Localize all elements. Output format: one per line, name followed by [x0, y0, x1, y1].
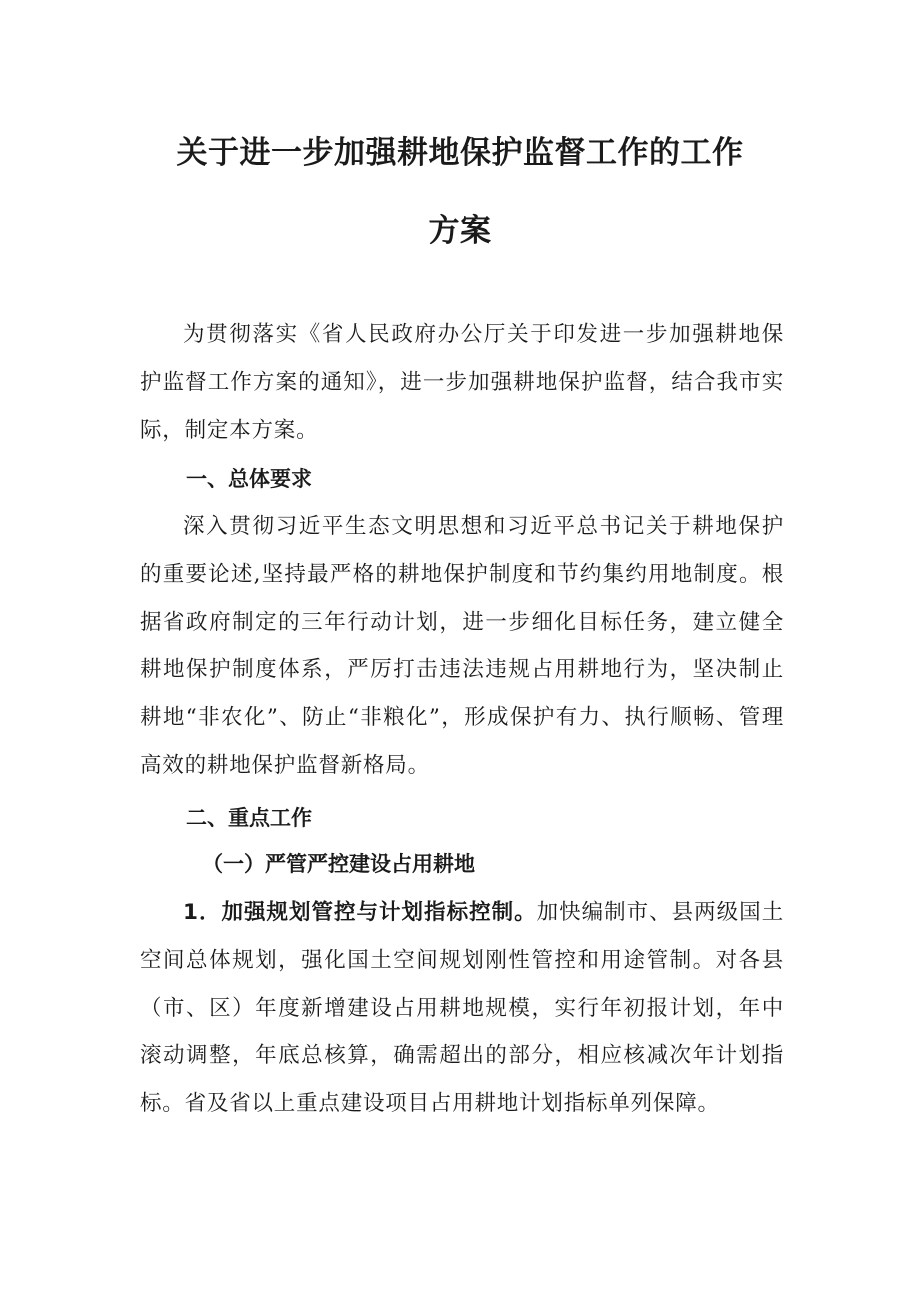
section-1-heading: 一、总体要求 [186, 467, 312, 491]
intro-paragraph: 为贯彻落实《省人民政府办公厅关于印发进一步加强耕地保护监督工作方案的通知》，进一步加强耕地保护监督，结合我市实际，制定本方案。 [140, 322, 784, 443]
section-2-heading: 二、重点工作 [186, 806, 312, 830]
item-1-paragraph [140, 889, 784, 1128]
item-1-body: 加快编制市、县两级国土空间总体规划，强化国土空间规划刚性管控和用途管制。对各县（市、区）年度新增建设占用耕地规模，实行年初报计划，年中滚动调整，年底总核算，确需超出的部分，相应核减次年计划指标。省及省以上重点建设项目占用耕地计划指标单列保障。 [140, 900, 784, 1117]
document-title-line-1: 关于进一步加强耕地保护监督工作的工作 [176, 135, 744, 171]
section-1-paragraph: 深入贯彻习近平生态文明思想和习近平总书记关于耕地保护的重要论述,坚持最严格的耕地保护制度和节约集约用地制度。根据省政府制定的三年行动计划，进一步细化目标任务，建立健全耕地保护制度体系，严厉打击违法违规占用耕地行为，坚决制止耕地“非农化”、防止“非粮化”，形成保护有力、执行顺畅、管理高效的耕地保护监督新格局。 [140, 514, 784, 778]
document-title-line-2: 方案 [428, 213, 492, 249]
item-1-lead: 1．加强规划管控与计划指标控制。 [183, 900, 537, 925]
subsection-1-heading: （一）严管严控建设占用耕地 [202, 852, 475, 876]
